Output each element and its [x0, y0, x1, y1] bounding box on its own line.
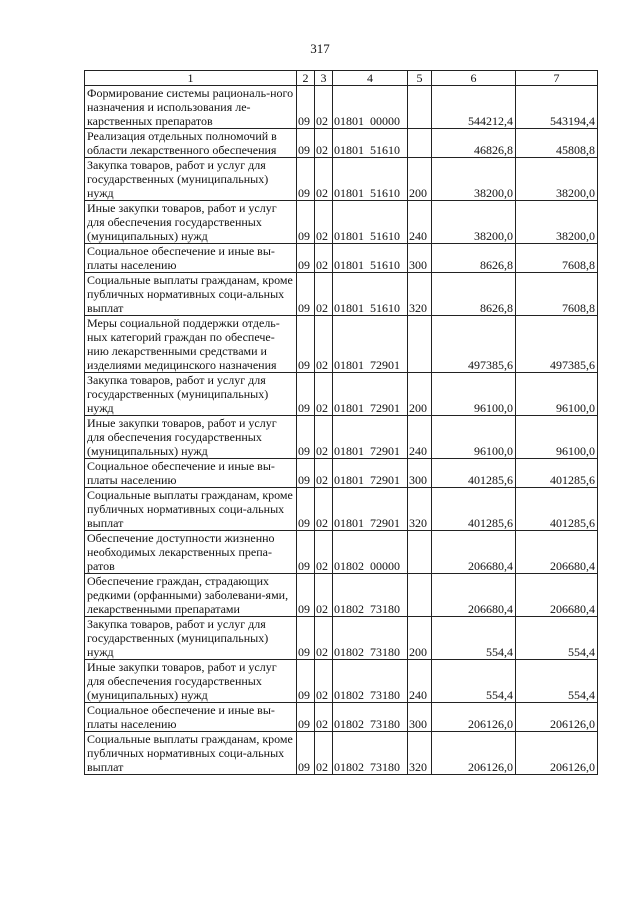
- amount-year1-cell: 206680,4: [432, 531, 516, 574]
- target-article-code-part: 51610: [370, 258, 400, 272]
- row-name-cell: Иные закупки товаров, работ и услуг для обеспечения государственных (муниципальных) нужд: [85, 416, 297, 459]
- amount-year1-cell: 38200,0: [432, 201, 516, 244]
- target-article-code-part: 51610: [370, 301, 400, 315]
- target-article-cell: [333, 201, 408, 244]
- table-row: [85, 617, 598, 660]
- amount-year2-cell: 206126,0: [516, 732, 598, 775]
- table-row: [85, 703, 598, 732]
- row-name-cell: Закупка товаров, работ и услуг для государственных (муниципальных) нужд: [85, 158, 297, 201]
- target-article-code-part: 72901: [370, 358, 400, 372]
- subsection-code-cell: 02: [315, 459, 333, 488]
- amount-year1-cell: 206680,4: [432, 574, 516, 617]
- expense-type-cell: [408, 531, 432, 574]
- subsection-code-cell: 02: [315, 244, 333, 273]
- row-name-cell: Социальные выплаты гражданам, кроме публичных нормативных соци-альных выплат: [85, 488, 297, 531]
- target-article-code-part: 01802: [334, 602, 364, 616]
- expense-type-cell: 240: [408, 416, 432, 459]
- target-article-code-part: 01801: [334, 473, 364, 487]
- row-name-cell: Закупка товаров, работ и услуг для государственных (муниципальных) нужд: [85, 373, 297, 416]
- expense-type-cell: [408, 316, 432, 373]
- expense-type-cell: [408, 574, 432, 617]
- target-article-cell: [333, 416, 408, 459]
- amount-year2-cell: 96100,0: [516, 373, 598, 416]
- amount-year2-cell: 554,4: [516, 660, 598, 703]
- amount-year2-cell: 38200,0: [516, 158, 598, 201]
- expense-type-cell: 240: [408, 201, 432, 244]
- row-name-cell: Социальное обеспечение и иные вы-платы населению: [85, 459, 297, 488]
- target-article-code-part: 73180: [370, 645, 400, 659]
- target-article-code-part: 00000: [370, 559, 400, 573]
- expense-type-cell: 300: [408, 703, 432, 732]
- target-article-code-part: 72901: [370, 401, 400, 415]
- target-article-code-part: 01802: [334, 760, 364, 774]
- target-article-cell: [333, 373, 408, 416]
- amount-year1-cell: 8626,8: [432, 244, 516, 273]
- amount-year1-cell: 38200,0: [432, 158, 516, 201]
- subsection-code-cell: 02: [315, 574, 333, 617]
- section-code-cell: 09: [297, 660, 315, 703]
- column-header: 3: [315, 71, 333, 86]
- row-name-cell: Обеспечение доступности жизненно необходимых лекарственных препа-ратов: [85, 531, 297, 574]
- target-article-cell: [333, 158, 408, 201]
- amount-year2-cell: 543194,4: [516, 86, 598, 129]
- target-article-cell: [333, 617, 408, 660]
- amount-year1-cell: 46826,8: [432, 129, 516, 158]
- section-code-cell: 09: [297, 129, 315, 158]
- expense-type-cell: 200: [408, 373, 432, 416]
- section-code-cell: 09: [297, 273, 315, 316]
- column-header: 4: [333, 71, 408, 86]
- row-name-cell: Иные закупки товаров, работ и услуг для обеспечения государственных (муниципальных) нужд: [85, 201, 297, 244]
- section-code-cell: 09: [297, 201, 315, 244]
- subsection-code-cell: 02: [315, 732, 333, 775]
- table-row: [85, 273, 598, 316]
- expense-type-cell: 320: [408, 273, 432, 316]
- column-header: 5: [408, 71, 432, 86]
- table-row: [85, 129, 598, 158]
- section-code-cell: 09: [297, 86, 315, 129]
- table-row: [85, 316, 598, 373]
- target-article-code-part: 01801: [334, 114, 364, 128]
- row-name-cell: Социальное обеспечение и иные вы-платы населению: [85, 244, 297, 273]
- subsection-code-cell: 02: [315, 273, 333, 316]
- subsection-code-cell: 02: [315, 129, 333, 158]
- amount-year1-cell: 554,4: [432, 617, 516, 660]
- amount-year2-cell: 206680,4: [516, 574, 598, 617]
- table-row: [85, 416, 598, 459]
- section-code-cell: 09: [297, 158, 315, 201]
- target-article-cell: [333, 86, 408, 129]
- row-name-cell: Иные закупки товаров, работ и услуг для обеспечения государственных (муниципальных) нужд: [85, 660, 297, 703]
- target-article-code-part: 72901: [370, 516, 400, 530]
- target-article-code-part: 01802: [334, 645, 364, 659]
- column-header: 1: [85, 71, 297, 86]
- section-code-cell: 09: [297, 459, 315, 488]
- amount-year1-cell: 96100,0: [432, 416, 516, 459]
- target-article-code-part: 01801: [334, 301, 364, 315]
- subsection-code-cell: 02: [315, 201, 333, 244]
- table-row: [85, 86, 598, 129]
- target-article-code-part: 01802: [334, 688, 364, 702]
- section-code-cell: 09: [297, 373, 315, 416]
- target-article-cell: [333, 488, 408, 531]
- section-code-cell: 09: [297, 488, 315, 531]
- target-article-code-part: 72901: [370, 444, 400, 458]
- target-article-code-part: 73180: [370, 602, 400, 616]
- amount-year1-cell: 554,4: [432, 660, 516, 703]
- table-row: [85, 373, 598, 416]
- target-article-code-part: 51610: [370, 186, 400, 200]
- table-row: [85, 244, 598, 273]
- subsection-code-cell: 02: [315, 488, 333, 531]
- table-row: [85, 201, 598, 244]
- section-code-cell: 09: [297, 316, 315, 373]
- page-number: 317: [310, 41, 330, 56]
- row-name-cell: Социальное обеспечение и иные вы-платы населению: [85, 703, 297, 732]
- table-row: [85, 488, 598, 531]
- amount-year1-cell: 96100,0: [432, 373, 516, 416]
- table-row: [85, 459, 598, 488]
- amount-year1-cell: 401285,6: [432, 488, 516, 531]
- amount-year1-cell: 497385,6: [432, 316, 516, 373]
- subsection-code-cell: 02: [315, 373, 333, 416]
- row-name-cell: Формирование системы рациональ-ного назначения и использования ле-карственных препаратов: [85, 86, 297, 129]
- amount-year1-cell: 206126,0: [432, 732, 516, 775]
- expense-type-cell: 200: [408, 158, 432, 201]
- target-article-code-part: 73180: [370, 760, 400, 774]
- target-article-cell: [333, 273, 408, 316]
- target-article-cell: [333, 732, 408, 775]
- amount-year2-cell: 45808,8: [516, 129, 598, 158]
- header-row: [85, 71, 598, 86]
- amount-year2-cell: 96100,0: [516, 416, 598, 459]
- expense-type-cell: 200: [408, 617, 432, 660]
- amount-year1-cell: 8626,8: [432, 273, 516, 316]
- subsection-code-cell: 02: [315, 416, 333, 459]
- target-article-code-part: 01801: [334, 186, 364, 200]
- amount-year2-cell: 7608,8: [516, 244, 598, 273]
- amount-year1-cell: 206126,0: [432, 703, 516, 732]
- expense-type-cell: 320: [408, 488, 432, 531]
- target-article-code-part: 01801: [334, 401, 364, 415]
- row-name-cell: Меры социальной поддержки отдель-ных категорий граждан по обеспече-нию лекарственными средствами и изделиями медицинского назначения: [85, 316, 297, 373]
- amount-year2-cell: 401285,6: [516, 488, 598, 531]
- target-article-cell: [333, 244, 408, 273]
- target-article-cell: [333, 316, 408, 373]
- section-code-cell: 09: [297, 574, 315, 617]
- table-row: [85, 531, 598, 574]
- amount-year2-cell: 497385,6: [516, 316, 598, 373]
- subsection-code-cell: 02: [315, 86, 333, 129]
- table-row: [85, 158, 598, 201]
- amount-year2-cell: 206126,0: [516, 703, 598, 732]
- expense-type-cell: [408, 86, 432, 129]
- row-name-cell: Закупка товаров, работ и услуг для государственных (муниципальных) нужд: [85, 617, 297, 660]
- target-article-code-part: 01801: [334, 229, 364, 243]
- target-article-code-part: 00000: [370, 114, 400, 128]
- target-article-code-part: 01801: [334, 258, 364, 272]
- amount-year2-cell: 38200,0: [516, 201, 598, 244]
- target-article-code-part: 01801: [334, 516, 364, 530]
- subsection-code-cell: 02: [315, 703, 333, 732]
- expense-type-cell: [408, 129, 432, 158]
- target-article-cell: [333, 531, 408, 574]
- table-row: [85, 732, 598, 775]
- target-article-cell: [333, 459, 408, 488]
- target-article-code-part: 72901: [370, 473, 400, 487]
- row-name-cell: Реализация отдельных полномочий в области лекарственного обеспечения: [85, 129, 297, 158]
- section-code-cell: 09: [297, 531, 315, 574]
- target-article-cell: [333, 703, 408, 732]
- expense-type-cell: 240: [408, 660, 432, 703]
- target-article-code-part: 01802: [334, 559, 364, 573]
- target-article-code-part: 51610: [370, 229, 400, 243]
- column-header: 7: [516, 71, 598, 86]
- amount-year2-cell: 554,4: [516, 617, 598, 660]
- target-article-cell: [333, 129, 408, 158]
- table-row: [85, 660, 598, 703]
- row-name-cell: Обеспечение граждан, страдающих редкими (орфанными) заболевани-ями, лекарственными препаратами: [85, 574, 297, 617]
- section-code-cell: 09: [297, 244, 315, 273]
- column-header: 6: [432, 71, 516, 86]
- budget-table: [84, 70, 598, 775]
- target-article-code-part: 01801: [334, 358, 364, 372]
- row-name-cell: Социальные выплаты гражданам, кроме публичных нормативных соци-альных выплат: [85, 273, 297, 316]
- section-code-cell: 09: [297, 617, 315, 660]
- row-name-cell: Социальные выплаты гражданам, кроме публичных нормативных соци-альных выплат: [85, 732, 297, 775]
- subsection-code-cell: 02: [315, 158, 333, 201]
- target-article-code-part: 01801: [334, 444, 364, 458]
- target-article-code-part: 73180: [370, 688, 400, 702]
- target-article-code-part: 73180: [370, 717, 400, 731]
- target-article-cell: [333, 660, 408, 703]
- section-code-cell: 09: [297, 416, 315, 459]
- target-article-code-part: 51610: [370, 143, 400, 157]
- expense-type-cell: 300: [408, 459, 432, 488]
- target-article-cell: [333, 574, 408, 617]
- amount-year2-cell: 401285,6: [516, 459, 598, 488]
- subsection-code-cell: 02: [315, 617, 333, 660]
- target-article-code-part: 01801: [334, 143, 364, 157]
- subsection-code-cell: 02: [315, 531, 333, 574]
- expense-type-cell: 320: [408, 732, 432, 775]
- subsection-code-cell: 02: [315, 316, 333, 373]
- section-code-cell: 09: [297, 732, 315, 775]
- section-code-cell: 09: [297, 703, 315, 732]
- subsection-code-cell: 02: [315, 660, 333, 703]
- column-header: 2: [297, 71, 315, 86]
- amount-year2-cell: 206680,4: [516, 531, 598, 574]
- table-row: [85, 574, 598, 617]
- target-article-code-part: 01802: [334, 717, 364, 731]
- table-body: [85, 86, 598, 775]
- expense-type-cell: 300: [408, 244, 432, 273]
- amount-year1-cell: 544212,4: [432, 86, 516, 129]
- amount-year2-cell: 7608,8: [516, 273, 598, 316]
- amount-year1-cell: 401285,6: [432, 459, 516, 488]
